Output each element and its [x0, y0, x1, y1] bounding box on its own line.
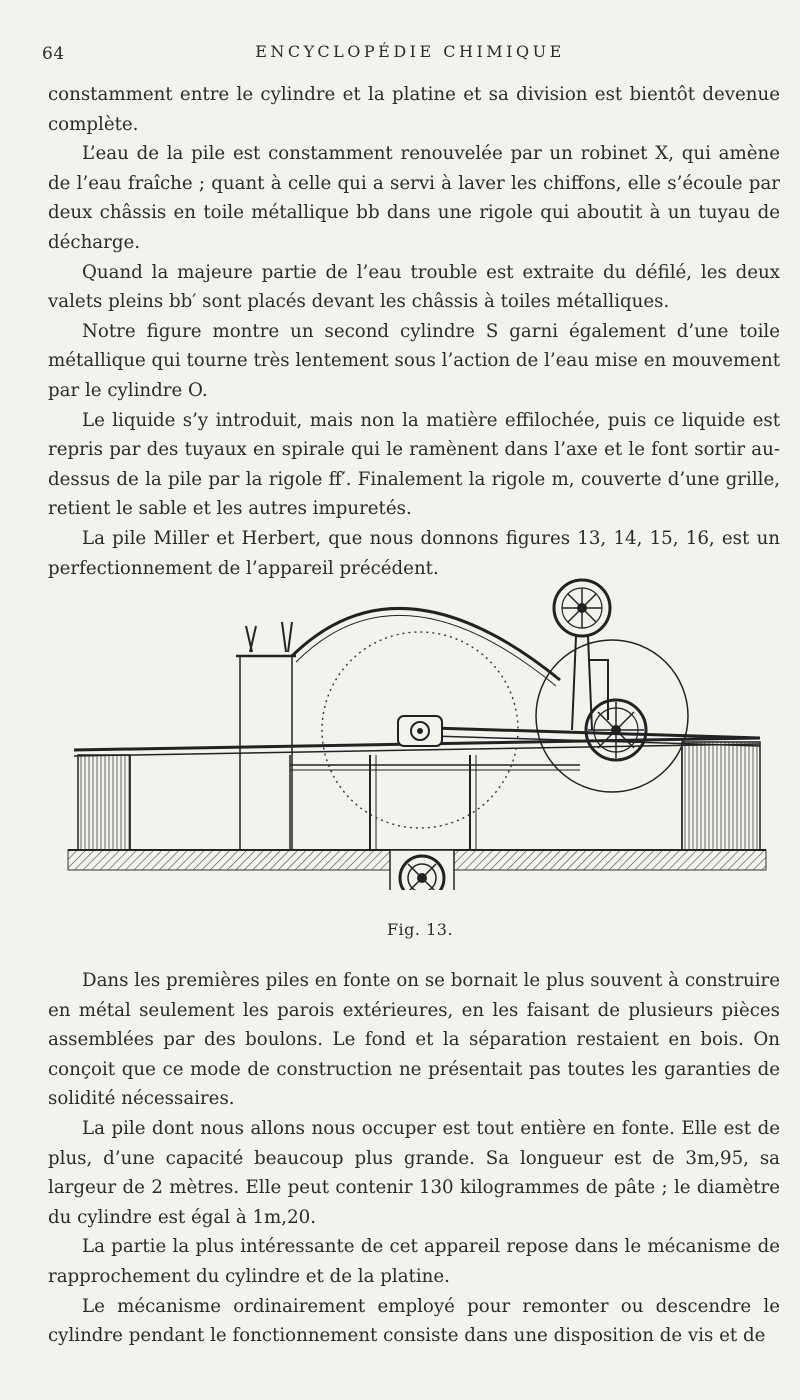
paragraph: La pile dont nous allons nous occuper est tout entière en fonte. Elle est de plus, d’une capacité beaucoup plus grande. Sa longueur est de 3m,95, sa largeur de 2 mètres. Elle peut contenir 130 kilogrammes de pâte ; le diamètre du cylindre est égal à 1m,20. [48, 1117, 780, 1228]
paragraph: Le liquide s’y introduit, mais non la matière effilochée, puis ce liquide est repris par des tuyaux en spirale qui le ramènent dans l’axe et le font sortir au-dessus de la pile par la rigole ff′. Finalement la rigole m, couverte d’une grille, retient le sable et les autres impuretés. [48, 409, 780, 520]
drive-wheel [586, 700, 646, 760]
running-title: ENCYCLOPÉDIE CHIMIQUE [255, 42, 565, 61]
bearing [398, 716, 442, 746]
upper-wheel [554, 580, 610, 636]
machine-illustration [60, 570, 780, 890]
text-block-top [48, 80, 780, 583]
paragraph: constamment entre le cylindre et la platine et sa division est bientôt devenue complète. [48, 84, 780, 135]
text-block-bottom [48, 966, 780, 1351]
paragraph: L’eau de la pile est constamment renouvelée par un robinet X, qui amène de l’eau fraîche ; quant à celle qui a servi à laver les chiffons, elle s’écoule par deux châssis en toile métallique bb dans une rigole qui aboutit à un tuyau de décharge. [48, 143, 780, 253]
paragraph: Dans les premières piles en fonte on se bornait le plus souvent à construire en métal seulement les parois extérieures, en les faisant de plusieurs pièces assemblées par des boulons. Le fond et la séparation restaient en bois. On conçoit que ce mode de construction ne présentait pas toutes les garanties de solidité nécessaires. [48, 970, 780, 1110]
page-number: 64 [42, 44, 65, 64]
figure-caption: Fig. 13. [386, 920, 454, 939]
paragraph: Le mécanisme ordinairement employé pour remonter ou descendre le cylindre pendant le fonctionnement consiste dans une disposition de vis et de [48, 1295, 780, 1347]
paragraph: Notre figure montre un second cylindre S garni également d’une toile métallique qui tourne très lentement sous l’action de l’eau mise en mouvement par le cylindre O. [48, 320, 780, 401]
paragraph: Quand la majeure partie de l’eau trouble est extraite du défilé, les deux valets pleins bb′ sont placés devant les châssis à toiles métalliques. [48, 261, 780, 313]
paragraph: La partie la plus intéressante de cet appareil repose dans le mécanisme de rapprochement du cylindre et de la platine. [48, 1236, 780, 1287]
paragraph: La pile Miller et Herbert, que nous donnons figures 13, 14, 15, 16, est un perfectionnement de l’appareil précédent. [48, 527, 780, 579]
